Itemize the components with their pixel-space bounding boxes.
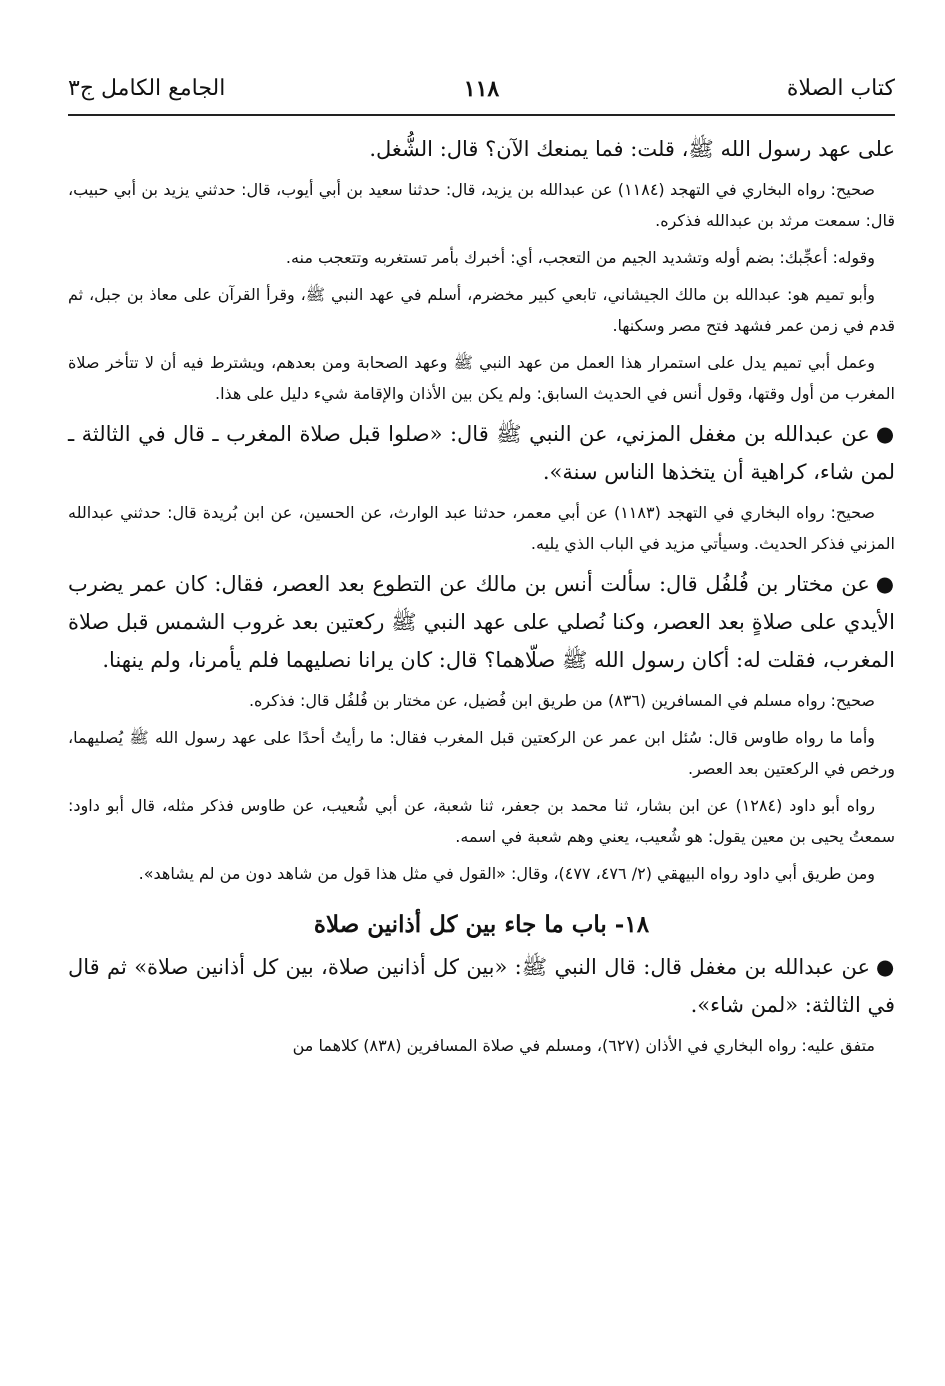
book-page <box>68 70 895 1366</box>
hadith-entry <box>68 948 895 1024</box>
bullet-icon: ● <box>875 572 895 596</box>
takhrij-text: صحيح: رواه البخاري في التهجد (١١٨٤) عن عبدالله بن يزيد، قال: حدثنا سعيد بن أبي أيوب، قال: حدثني يزيد بن أبي حبيب، قال: سمعت مرثد بن عبدالله فذكره. <box>68 180 895 230</box>
hadith-text: عن عبدالله بن مغفل قال: قال النبي ﷺ: «بين كل أذانين صلاة، بين كل أذانين صلاة» ثم قال في الثالثة: «لمن شاء». <box>68 955 895 1017</box>
bullet-icon: ● <box>876 955 895 979</box>
takhrij-text: صحيح: رواه مسلم في المسافرين (٨٣٦) من طريق ابن فُضيل، عن مختار بن فُلفُل قال: فذكره. <box>248 691 875 710</box>
takhrij-text: رواه أبو داود (١٢٨٤) عن ابن بشار، ثنا محمد بن جعفر، ثنا شعبة، عن أبي شُعيب، عن طاوس فذكر مثله، قال أبو داود: سمعتُ يحيى بن معين يقول: هو شُعيب، يعني وهم شعبة في اسمه. <box>68 796 895 846</box>
header-section-title: كتاب الصلاة <box>786 76 895 101</box>
page-content <box>68 130 895 1061</box>
commentary-text: وأبو تميم هو: عبدالله بن مالك الجيشاني، تابعي كبير مخضرم، أسلم في عهد النبي ﷺ، وقرأ القرآن على معاذ بن جبل، ثم قدم في زمن عمر فشهد فتح مصر وسكنها. <box>68 285 895 335</box>
takhrij-text: متفق عليه: رواه البخاري في الأذان (٦٢٧)، ومسلم في صلاة المسافرين (٨٣٨) كلاهما من <box>292 1036 875 1055</box>
bullet-icon: ● <box>875 422 895 446</box>
header-book-title: الجامع الكامل ج٣ <box>68 76 226 101</box>
commentary-text: وقوله: أعجِّبك: بضم أوله وتشديد الجيم من التعجب، أي: أخبرك بأمر تستغربه وتتعجب منه. <box>285 248 875 267</box>
takhrij-text: صحيح: رواه البخاري في التهجد (١١٨٣) عن أبي معمر، حدثنا عبد الوارث، عن الحسين، عن ابن بُريدة قال: حدثني عبدالله المزني فذكر الحديث. وسيأتي مزيد في الباب الذي يليه. <box>68 503 895 553</box>
hadith-text: عن عبدالله بن مغفل المزني، عن النبي ﷺ قال: «صلوا قبل صلاة المغرب ـ قال في الثالثة ـ لمن شاء، كراهية أن يتخذها الناس سنة». <box>68 422 895 484</box>
page-number: ١١٨ <box>463 76 500 102</box>
page-header <box>68 70 895 116</box>
takhrij-text: ومن طريق أبي داود رواه البيهقي (٢/ ٤٧٦، ٤٧٧)، وقال: «القول في مثل هذا قول من شاهد دون من لم يشاهد». <box>138 864 875 883</box>
hadith-text: على عهد رسول الله ﷺ، قلت: فما يمنعك الآن؟ قال: الشُّغل. <box>369 137 895 161</box>
chapter-heading: ١٨- باب ما جاء بين كل أذانين صلاة <box>313 911 650 938</box>
commentary-text: وعمل أبي تميم يدل على استمرار هذا العمل من عهد النبي ﷺ وعهد الصحابة ومن بعدهم، ويشترط فيه أن لا تتأخر صلاة المغرب من أول وقتها، وقول أنس في الحديث السابق: ولم يكن بين الأذان والإقامة شيء دليل على هذا. <box>68 353 895 403</box>
commentary-text: وأما ما رواه طاوس قال: سُئل ابن عمر عن الركعتين قبل المغرب فقال: ما رأيتُ أحدًا على عهد رسول الله ﷺ يُصليهما، ورخص في الركعتين بعد العصر. <box>68 728 895 778</box>
hadith-entry <box>68 415 895 491</box>
hadith-entry <box>68 565 895 679</box>
hadith-text: عن مختار بن فُلفُل قال: سألت أنس بن مالك عن التطوع بعد العصر، فقال: كان عمر يضرب الأيدي على صلاةٍ بعد العصر، وكنا نُصلي على عهد النبي ﷺ ركعتين بعد غروب الشمس قبل صلاة المغرب، فقلت له: أكان رسول الله ﷺ صلّاهما؟ قال: كان يرانا نصليهما فلم يأمرنا، ولم ينهنا. <box>68 572 895 672</box>
